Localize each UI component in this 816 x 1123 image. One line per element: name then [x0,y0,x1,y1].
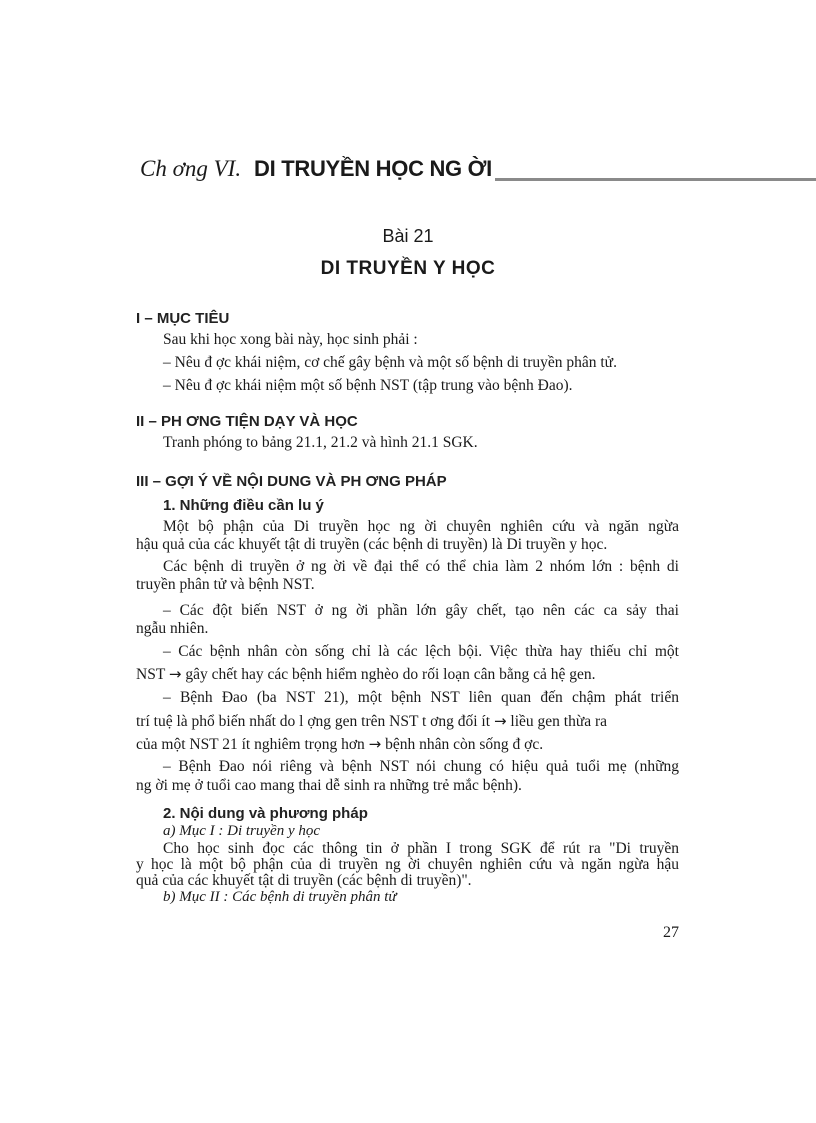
section-heading-objectives: I – MỤC TIÊU [136,310,230,327]
body-line [136,665,596,684]
lesson-number: Bài 21 [382,226,434,246]
body-line: Một bộ phận của Di truyền học ng ời chuyên nghiên cứu và ngăn ngừa [163,518,679,535]
chapter-prefix: Ch ơng VI. [140,156,242,181]
body-line: Sau khi học xong bài này, học sinh phải : [163,331,418,348]
chapter-rule [495,178,816,181]
body-line: quả của các khuyết tật di truyền (các bệnh di truyền)". [136,872,472,889]
body-line: – Các bệnh nhân còn sống chỉ là các lệch bội. Việc thừa hay thiếu chỉ một [163,643,679,660]
body-line [136,712,607,731]
item-b-heading: b) Mục II : Các bệnh di truyền phân tử [163,889,397,905]
body-text: của một NST 21 ít nghiêm trọng hơn [136,736,365,753]
lesson-title: DI TRUYỀN Y HỌC [320,258,496,279]
body-line: ngẫu nhiên. [136,620,209,637]
arrow-right-icon: → [168,665,182,683]
body-text: trí tuệ là phổ biến nhất do l ợng gen trên NST t ơng đối ít [136,713,491,730]
section-heading-materials: II – PH ƠNG TIỆN DẠY VÀ HỌC [136,413,358,430]
body-line: – Các đột biến NST ở ng ời phần lớn gây chết, tạo nên các ca sảy thai [163,602,679,619]
arrow-right-icon: → [368,735,382,753]
body-text: bệnh nhân còn sống đ ợc. [385,736,544,753]
body-line: hậu quả của các khuyết tật di truyền (các bệnh di truyền) là Di truyền y học. [136,536,608,553]
sub-heading-method: 2. Nội dung và phương pháp [163,805,368,822]
body-line: Tranh phóng to bảng 21.1, 21.2 và hình 21.1 SGK. [163,434,478,451]
body-line: – Bệnh Đao nói riêng và bệnh NST nói chung có hiệu quả tuổi mẹ (những [163,758,679,775]
page-number: 27 [663,924,679,941]
body-line [136,735,543,754]
body-line: Các bệnh di truyền ở ng ời về đại thể có thể chia làm 2 nhóm lớn : bệnh di [163,558,679,575]
arrow-right-icon: → [493,712,507,730]
section-heading-suggestions: III – GỢI Ý VỀ NỘI DUNG VÀ PH ƠNG PHÁP [136,473,447,490]
body-line: – Nêu đ ợc khái niệm một số bệnh NST (tập trung vào bệnh Đao). [163,377,573,394]
sub-heading-notes: 1. Những điều cần lu ý [163,497,324,514]
body-line: ng ời mẹ ở tuổi cao mang thai dễ sinh ra những trẻ mắc bệnh). [136,777,522,794]
chapter-title: DI TRUYỀN HỌC NG ỜI [254,156,492,181]
item-a-heading: a) Mục I : Di truyền y học [163,823,321,839]
body-line: – Nêu đ ợc khái niệm, cơ chế gây bệnh và một số bệnh di truyền phân tử. [163,354,617,371]
body-line: – Bệnh Đao (ba NST 21), một bệnh NST liên quan đến chậm phát triển [163,689,679,706]
body-text: liều gen thừa ra [510,713,608,730]
body-text: NST [136,666,166,683]
body-text: gây chết hay các bệnh hiểm nghèo do rối loạn cân bằng cả hệ gen. [185,666,596,683]
body-line: truyền phân tử và bệnh NST. [136,576,315,593]
body-line: Cho học sinh đọc các thông tin ở phần I trong SGK để rút ra "Di truyền [163,840,679,857]
body-line: y học là một bộ phận của di truyền ng ời chuyên nghiên cứu và ngăn ngừa hậu [136,856,679,873]
